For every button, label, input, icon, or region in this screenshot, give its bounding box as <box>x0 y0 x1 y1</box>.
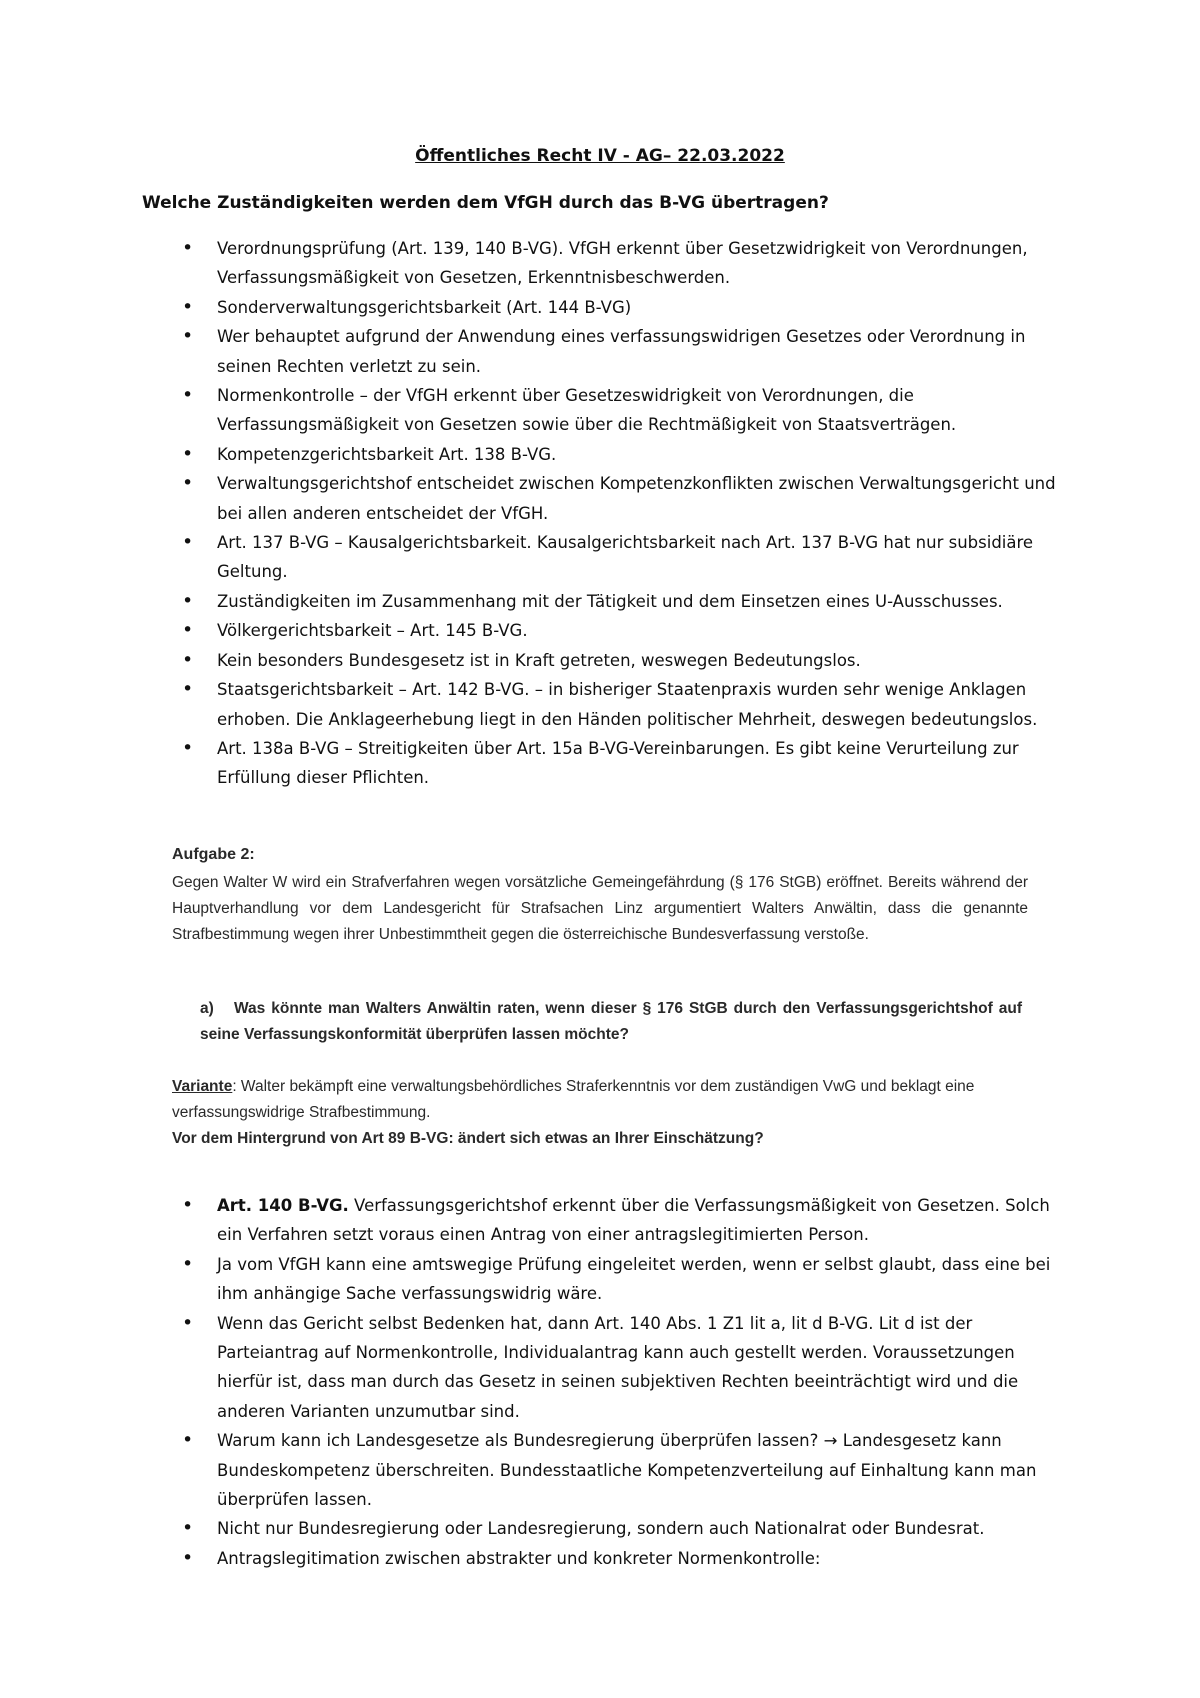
variant-text: : Walter bekämpft eine verwaltungsbehördliches Straferkenntnis vor dem zuständigen VwG und beklagt eine verfassungswidrige Strafbestimmung. <box>172 1078 975 1121</box>
task-heading: Aufgabe 2: <box>172 846 255 863</box>
answers-list <box>172 1191 1072 1573</box>
list-item: • Nicht nur Bundesregierung oder Landesregierung, sondern auch Nationalrat oder Bundesrat. <box>172 1514 1072 1543</box>
list-item: • Art. 138a B-VG – Streitigkeiten über Art. 15a B-VG-Vereinbarungen. Es gibt keine Verurteilung zur Erfüllung dieser Pflichten. <box>172 734 1072 793</box>
list-item: • Warum kann ich Landesgesetze als Bundesregierung überprüfen lassen? → Landesgesetz kann Bundeskompetenz überschreiten. Bundesstaatliche Kompetenzverteilung auf Einhaltung kann man überprüfen lassen. <box>172 1426 1072 1514</box>
variant-question: Vor dem Hintergrund von Art 89 B-VG: ändert sich etwas an Ihrer Einschätzung? <box>172 1130 764 1147</box>
question-text: Was könnte man Walters Anwältin raten, wenn dieser § 176 StGB durch den Verfassungsgerichtshof auf seine Verfassungskonformität überprüfen lassen möchte? <box>200 1000 1022 1043</box>
list-item: • Normenkontrolle – der VfGH erkennt über Gesetzeswidrigkeit von Verordnungen, die Verfassungsmäßigkeit von Gesetzen sowie über die Rechtmäßigkeit von Staatsverträgen. <box>172 381 1072 440</box>
list-item: • Zuständigkeiten im Zusammenhang mit der Tätigkeit und dem Einsetzen eines U-Ausschusses. <box>172 587 1072 616</box>
variant-paragraph <box>172 1074 1028 1126</box>
list-item: • Antragslegitimation zwischen abstrakter und konkreter Normenkontrolle: <box>172 1544 1072 1573</box>
list-item: • Verwaltungsgerichtshof entscheidet zwischen Kompetenzkonflikten zwischen Verwaltungsgericht und bei allen anderen entscheidet der VfGH. <box>172 469 1072 528</box>
list-item-text: Verfassungsgerichtshof erkennt über die Verfassungsmäßigkeit von Gesetzen. Solch ein Verfahren setzt voraus einen Antrag von einer antragslegitimierten Person. <box>217 1196 1050 1245</box>
competences-list <box>172 234 1072 793</box>
list-item: • Ja vom VfGH kann eine amtswegige Prüfung eingeleitet werden, wenn er selbst glaubt, dass eine bei ihm anhängige Sache verfassungswidrig wäre. <box>172 1250 1072 1309</box>
question-letter: a) <box>200 1000 214 1017</box>
list-item: • Art. 137 B-VG – Kausalgerichtsbarkeit. Kausalgerichtsbarkeit nach Art. 137 B-VG hat nur subsidiäre Geltung. <box>172 528 1072 587</box>
section-question: Welche Zuständigkeiten werden dem VfGH durch das B-VG übertragen? <box>142 193 829 213</box>
variant-label: Variante <box>172 1078 233 1095</box>
list-item-lead: Art. 140 B-VG. <box>217 1196 349 1215</box>
list-item: • Staatsgerichtsbarkeit – Art. 142 B-VG. – in bisheriger Staatenpraxis wurden sehr wenige Anklagen erhoben. Die Anklageerhebung liegt in den Händen politischer Mehrheit, deswegen bedeutungslos. <box>172 675 1072 734</box>
list-item: • Wer behauptet aufgrund der Anwendung eines verfassungswidrigen Gesetzes oder Verordnung in seinen Rechten verletzt zu sein. <box>172 322 1072 381</box>
list-item: • Sonderverwaltungsgerichtsbarkeit (Art. 144 B-VG) <box>172 293 1072 322</box>
list-item <box>172 1191 1072 1250</box>
document-title: Öffentliches Recht IV - AG– 22.03.2022 <box>415 146 785 166</box>
list-item: • Verordnungsprüfung (Art. 139, 140 B-VG). VfGH erkennt über Gesetzwidrigkeit von Verordnungen, Verfassungsmäßigkeit von Gesetzen, Erkenntnisbeschwerden. <box>172 234 1072 293</box>
list-item: • Wenn das Gericht selbst Bedenken hat, dann Art. 140 Abs. 1 Z1 lit a, lit d B-VG. Lit d ist der Parteiantrag auf Normenkontrolle, Individualantrag kann auch gestellt werden. Voraussetzungen hierfür ist, dass man durch das Gesetz in seinen subjektiven Rechten beeinträchtigt wird und die anderen Varianten unzumutbar sind. <box>172 1309 1072 1427</box>
list-item: • Kein besonders Bundesgesetz ist in Kraft getreten, weswegen Bedeutungslos. <box>172 646 1072 675</box>
list-item: • Kompetenzgerichtsbarkeit Art. 138 B-VG. <box>172 440 1072 469</box>
task-description: Gegen Walter W wird ein Strafverfahren wegen vorsätzliche Gemeingefährdung (§ 176 StGB) eröffnet. Bereits während der Hauptverhandlung vor dem Landesgericht für Strafsachen Linz argumentiert Walters Anwältin, dass die genannte Strafbestimmung wegen ihrer Unbestimmtheit gegen die österreichische Bundesverfassung verstoße. <box>172 874 1028 943</box>
list-item: • Völkergerichtsbarkeit – Art. 145 B-VG. <box>172 616 1072 645</box>
task-question-a <box>200 996 1022 1048</box>
